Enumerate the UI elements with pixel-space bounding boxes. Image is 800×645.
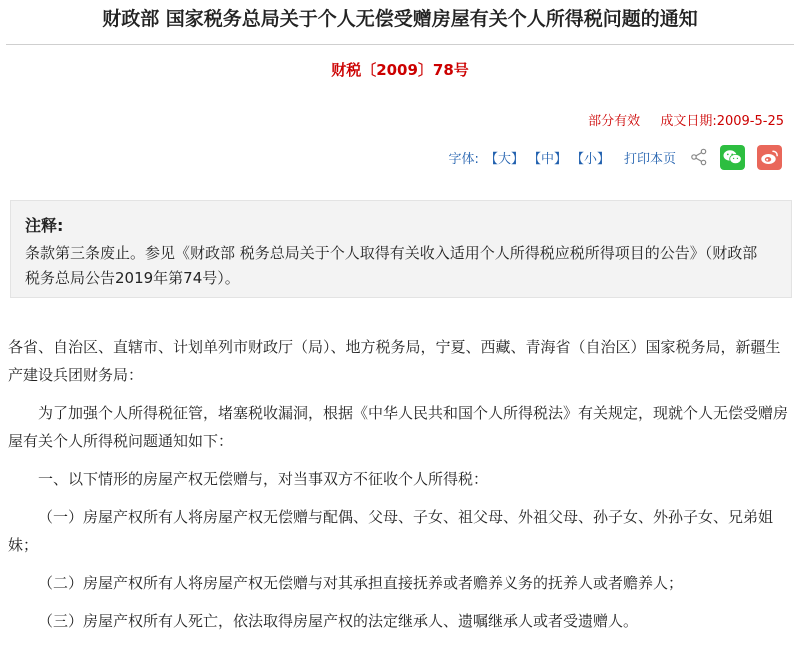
font-medium-link[interactable]: 【中】 [527,151,567,167]
clause-1-heading: 一、以下情形的房屋产权无偿赠与，对当事双方不征收个人所得税： [38,470,489,488]
share-icon[interactable] [690,148,708,166]
annotation-title: 注释: [25,216,64,235]
font-large-link[interactable]: 【大】 [484,151,524,167]
clause-1-item-3: （三）房屋产权所有人死亡，依法取得房屋产权的法定继承人、遗嘱继承人或者受遗赠人。 [38,612,639,630]
clause-1-item-1: （一）房屋产权所有人将房屋产权无偿赠与配偶、父母、子女、祖父母、外祖父母、孙子女、外孙子女、兄弟姐妹； [8,508,774,554]
annotation-box [10,200,792,298]
font-size-label: 字体: [448,151,479,167]
annotation-text: 条款第三条废止。参见《财政部 税务总局关于个人取得有关收入适用个人所得税应税所得项目的公告》（财政部 税务总局公告2019年第74号）。 [25,244,758,287]
clause-1-item-2: （二）房屋产权所有人将房屋产权无偿赠与对其承担直接抚养或者赡养义务的抚养人或者赡养人； [38,574,684,592]
weibo-icon[interactable] [757,145,782,170]
document-meta [588,112,784,132]
print-link[interactable]: 打印本页 [623,151,676,167]
wechat-icon[interactable] [720,145,745,170]
font-small-link[interactable]: 【小】 [570,151,610,167]
addressee-paragraph: 各省、自治区、直辖市、计划单列市财政厅（局）、地方税务局，宁夏、西藏、青海省（自治区）国家税务局，新疆生产建设兵团财务局： [8,338,781,384]
intro-paragraph: 为了加强个人所得税征管，堵塞税收漏洞，根据《中华人民共和国个人所得税法》有关规定，现就个人无偿受赠房屋有关个人所得税问题通知如下： [8,404,789,450]
date-label: 成文日期: [660,114,717,129]
date-value: 2009-5-25 [716,114,784,129]
validity-status: 部分有效 [588,114,641,129]
document-number: 财税〔2009〕78号 [331,61,469,79]
font-toolbar [449,142,782,172]
page-title: 财政部 国家税务总局关于个人无偿受赠房屋有关个人所得税问题的通知 [102,8,698,30]
title-divider [6,44,794,45]
document-body [8,333,794,645]
